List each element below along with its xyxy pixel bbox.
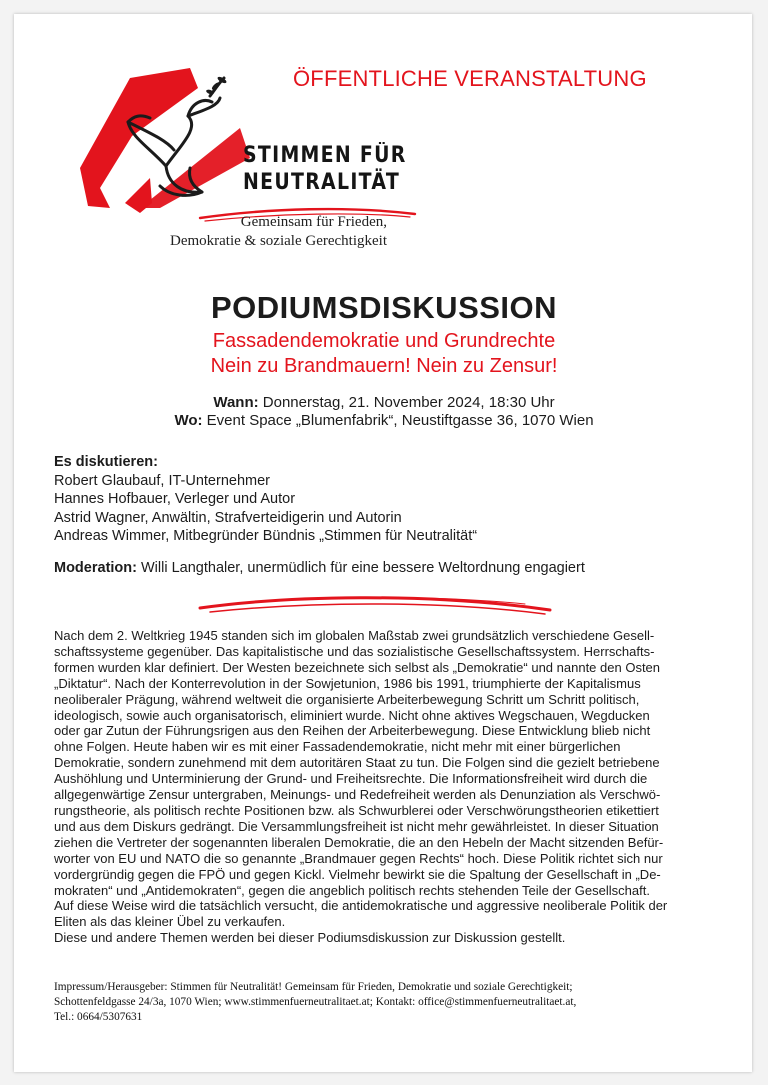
imprint-footer [54, 980, 724, 1025]
event-subtitle: Fassadendemokratie und Grundrechte [212, 330, 556, 352]
speaker-list-heading: Es diskutieren: [54, 454, 158, 470]
imprint-line: Impressum/Herausgeber: Stimmen für Neutralität! Gemeinsam für Frieden, Demokratie und soziale Gerechtigkeit; [54, 981, 573, 993]
organization-name [243, 142, 407, 196]
date-label: Wann: [213, 394, 259, 411]
speaker-list [54, 453, 477, 546]
tagline-line: Gemeinsam für Frieden, [240, 214, 387, 230]
organization-name-line: STIMMEN FÜR [243, 143, 407, 168]
imprint-line: Schottenfeldgasse 24/3a, 1070 Wien; www.stimmenfuerneutralitaet.at; Kontakt: office@stimmenfuerneutralitaet.at, [54, 996, 577, 1008]
body-line: und aus dem Diskurs gedrängt. Die Versammlungsfreiheit ist nicht mehr gewährleistet. In dieser Situation [54, 818, 659, 834]
event-type-label: ÖFFENTLICHE VERANSTALTUNG [293, 66, 647, 91]
body-line: vordergründig gegen die FPÖ und gegen Kickl. Vielmehr bewirkt sie die Spaltung der Gesellschaft in „De- [54, 866, 661, 882]
body-line: ideologisch, sowie auch organisatorisch, eliminiert wurde. Nicht ohne aktives Wegschauen, Wegducken [54, 707, 650, 723]
location-label: Wo: [174, 412, 203, 429]
body-line: Aushöhlung und Unterminierung der Grund- und Freiheitsrechte. Die Informationsfreiheit wird durch die [54, 771, 648, 787]
body-line: worter von EU und NATO die so genannte „Brandmauer gegen Rechts“ hoch. Diese Politik richtet sich nur [54, 850, 663, 866]
event-date [0, 394, 768, 411]
event-subtitle-slogan: Nein zu Brandmauern! Nein zu Zensur! [210, 355, 558, 377]
organization-tagline [147, 213, 387, 251]
body-line: mokraten“ und „Antidemokraten“, gegen die angeblich politisch rechts stehenden Teile der Gesellschaft. [54, 882, 650, 898]
body-line: schaftssysteme gegenüber. Das kapitalistische und das sozialistische Gesellschaftssystem. Herrschafts- [54, 643, 655, 659]
moderation-label: Moderation: [54, 560, 137, 576]
imprint-line: Tel.: 0664/5307631 [54, 1011, 143, 1023]
body-line: Eliten als das kleiner Übel zu verkaufen. [54, 914, 286, 930]
body-line: Auf diese Weise wird die tatsächlich versucht, die antidemokratische und aggressive neoliberale Politik der [54, 898, 668, 914]
body-line: neoliberaler Prägung, während weltweit die organisierte Arbeiterbewegung Schritt um Schritt politisch, [54, 691, 640, 707]
body-line: allgegenwärtige Zensur untergraben, Meinungs- und Redefreiheit werden als Denunziation als Verschwö- [54, 787, 661, 803]
body-text [54, 628, 714, 946]
body-line: rungstheorie, als politisch rechte Positionen bzw. als Schwurblerei oder Verschwörungstheorien etikettiert [54, 802, 659, 818]
body-line: formen wurden klar definiert. Der Westen bezeichnete sich selbst als „Demokratie“ und nannte den Osten [54, 659, 661, 675]
speaker-item: Astrid Wagner, Anwältin, Strafverteidigerin und Autorin [54, 509, 402, 526]
speaker-item: Hannes Hofbauer, Verleger und Autor [54, 491, 296, 507]
speaker-item: Robert Glaubauf, IT-Unternehmer [54, 472, 270, 489]
speaker-item: Andreas Wimmer, Mitbegründer Bündnis „Stimmen für Neutralität“ [54, 528, 478, 544]
body-line: Demokratie, sondern zunehmend mit dem autoritären Staat zu tun. Die Folgen sind die gezielt betriebene [54, 755, 660, 771]
divider-swoosh [195, 590, 555, 620]
event-title: PODIUMSDISKUSSION [210, 290, 558, 325]
body-line: ohne Folgen. Heute haben wir es mit einer Fassadendemokratie, nicht mehr mit einer bürgerlichen [54, 739, 621, 755]
moderation-line [54, 559, 585, 578]
tagline-line: Demokratie & soziale Gerechtigkeit [170, 233, 387, 249]
body-line: ziehen die Vertreter der sogenannten liberalen Demokratie, die an den Hebeln der Macht sitzenden Befür- [54, 834, 664, 850]
moderation-value: Willi Langthaler, unermüdlich für eine bessere Weltordnung engagiert [136, 560, 585, 576]
date-value: Donnerstag, 21. November 2024, 18:30 Uhr [258, 394, 555, 411]
body-line: Diese und andere Themen werden bei dieser Podiumsdiskussion zur Diskussion gestellt. [54, 930, 566, 946]
body-line: oder gar Zutun der Führungsrigen aus den Reihen der Arbeiterbewegung. Diese Entwicklung blieb nicht [54, 723, 651, 739]
location-value: Event Space „Blumenfabrik“, Neustiftgasse 36, 1070 Wien [202, 412, 594, 429]
body-line: Nach dem 2. Weltkrieg 1945 standen sich im globalen Maßstab zwei grundsätzlich verschiedene Gesell- [54, 628, 655, 643]
organization-name-line: NEUTRALITÄT [243, 170, 401, 195]
body-line: „Diktatur“. Nach der Konterrevolution in der Sowjetunion, 1986 bis 1991, triumphierte der Kapitalismus [54, 675, 641, 691]
event-location [0, 412, 768, 429]
